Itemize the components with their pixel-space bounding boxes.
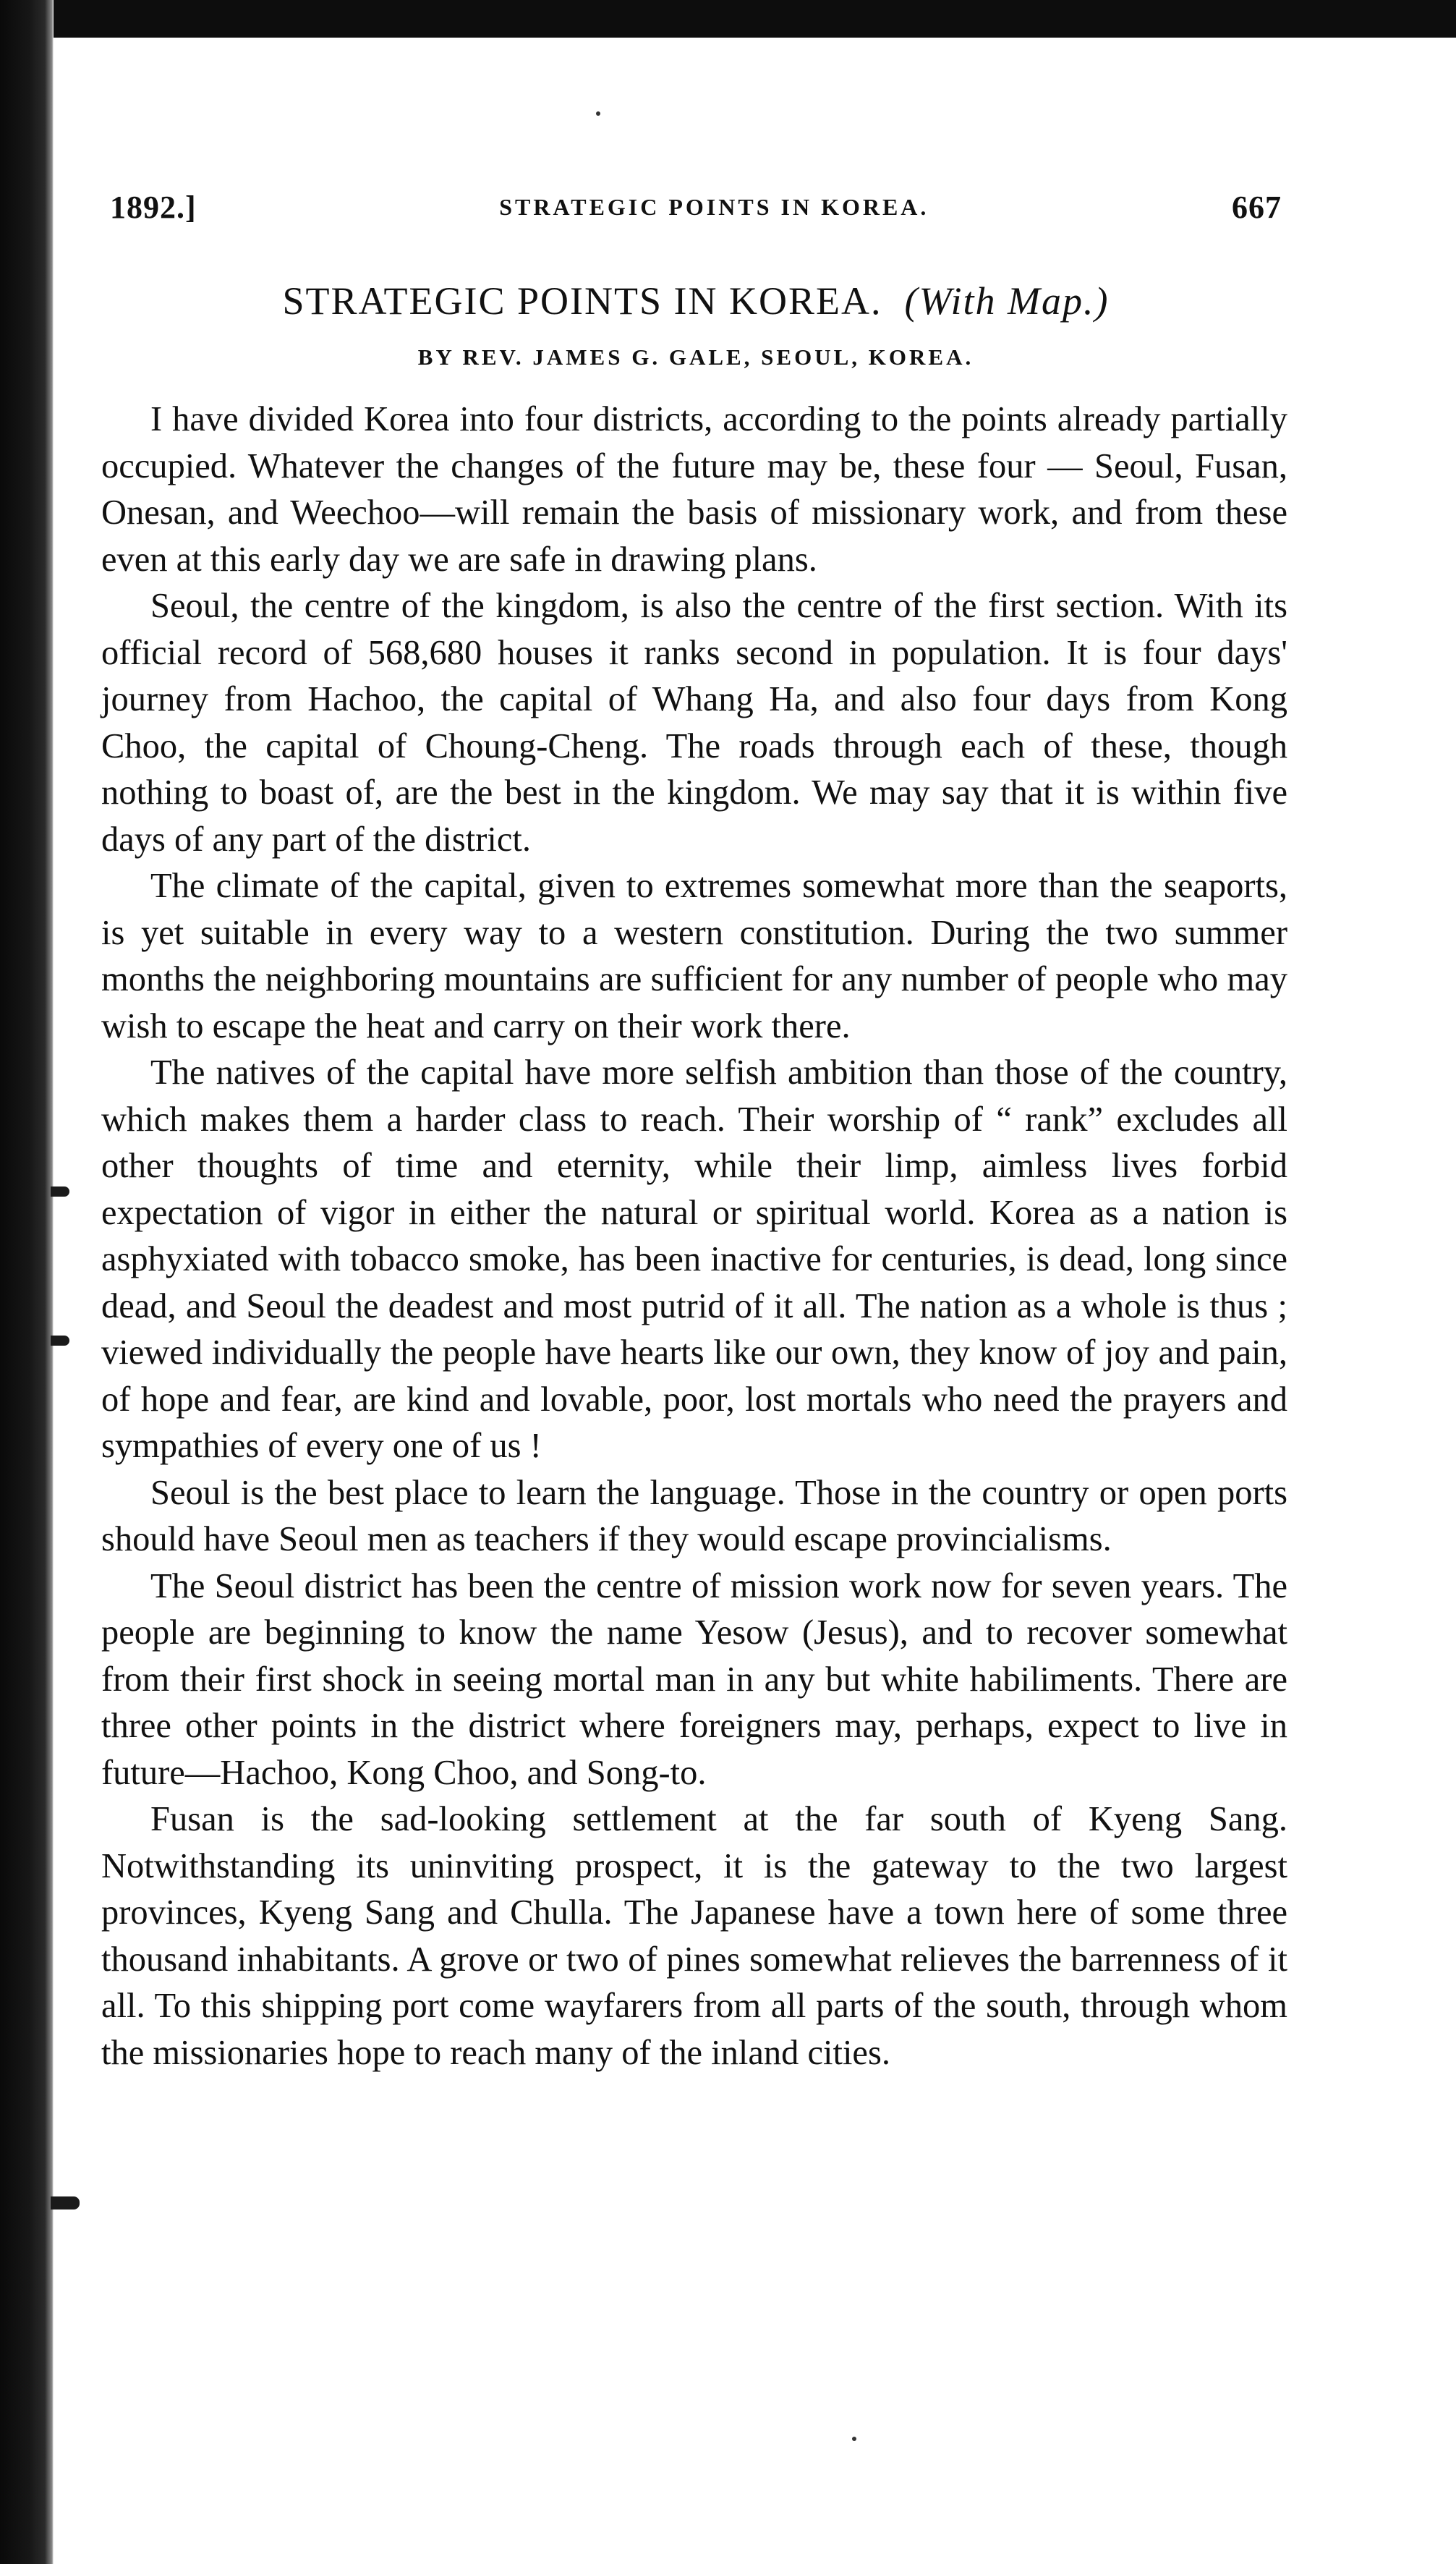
binding-notch xyxy=(51,1336,69,1346)
article-byline: BY REV. JAMES G. GALE, SEOUL, KOREA. xyxy=(417,344,974,370)
paragraph: I have divided Korea into four districts, according to the points already partially occupied. Whatever the changes of the future may be, these four — Seoul, Fusan, Onesan, and Weechoo—will remain the basis of missionary work, and from these even at this early day we are safe in drawing plans. xyxy=(101,400,1287,579)
scan-binding-edge xyxy=(0,0,54,2564)
binding-notch xyxy=(51,1187,69,1197)
page-number: 667 xyxy=(1231,189,1282,225)
paragraph: The Seoul district has been the centre of mission work now for seven years. The people are beginning to know the name Yesow (Jesus), and to recover somewhat from their first shock in seeing mortal man in any but white habiliments. There are three other points in the district where foreigners may, perhaps, expect to live in future—Hachoo, Kong Choo, and Song-to. xyxy=(101,1566,1287,1792)
running-head xyxy=(110,187,1282,227)
paragraph: The climate of the capital, given to extremes somewhat more than the seaports, is yet suitable in every way to a western constitution. During the two summer months the neighboring mountains are sufficient for any number of people who may wish to escape the heat and carry on their work there. xyxy=(101,867,1287,1045)
paragraph: The natives of the capital have more selfish ambition than those of the country, which makes them a harder class to reach. Their worship of “ rank” excludes all other thoughts of time and eternity, while their limp, aimless lives forbid expectation of vigor in either the natural or spiritual world. Korea as a nation is asphyxiated with tobacco smoke, has been inactive for centuries, is dead, long since dead, and Seoul the deadest and most putrid of it all. The nation as a whole is thus ; viewed individually the people have hearts like our own, they know of joy and pain, of hope and fear, are kind and lovable, poor, lost mortals who need the prayers and sympathies of every one of us ! xyxy=(101,1053,1287,1465)
paragraph: Seoul, the centre of the kingdom, is also the centre of the first section. With its official record of 568,680 houses it ranks second in population. It is four days' journey from Hachoo, the capital of Whang Ha, and also four days from Kong Choo, the capital of Choung-Cheng. The roads through each of these, though nothing to boast of, are the best in the kingdom. We may say that it is within five days of any part of the district. xyxy=(101,587,1287,859)
scan-top-border xyxy=(0,0,1456,38)
paragraph: Fusan is the sad-looking settlement at the far south of Kyeng Sang. Notwithstanding its uninviting prospect, it is the gateway to the two largest provinces, Kyeng Sang and Chulla. The Japanese have a town here of some three thousand inhabitants. A grove or two of pines somewhat relieves the barrenness of it all. To this shipping port come wayfarers from all parts of the south, through whom the missionaries hope to reach many of the inland cities. xyxy=(101,1800,1287,2072)
scan-speck xyxy=(852,2437,856,2441)
article-title-text: STRATEGIC POINTS IN KOREA. xyxy=(282,279,882,323)
article-subtitle: (With Map.) xyxy=(904,279,1110,323)
article-title xyxy=(110,275,1282,327)
scan-speck xyxy=(596,111,600,116)
running-head-title: STRATEGIC POINTS IN KOREA. xyxy=(499,193,929,220)
binding-notch xyxy=(51,2196,80,2209)
paragraph: Seoul is the best place to learn the language. Those in the country or open ports should have Seoul men as teachers if they would escape provincialisms. xyxy=(101,1473,1287,1558)
article-body xyxy=(101,396,1287,2076)
running-head-year: 1892.] xyxy=(110,189,197,225)
